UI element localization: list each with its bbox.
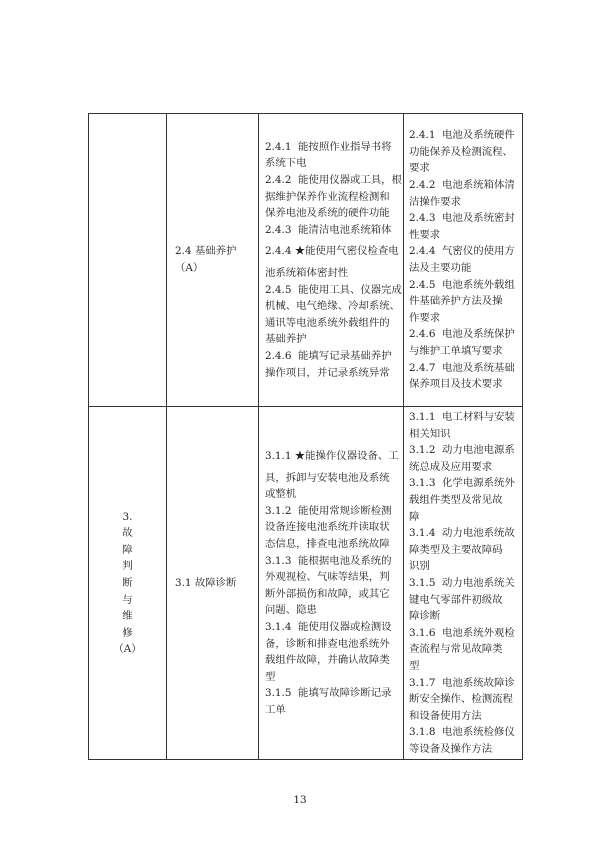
skill-line: 池系统箱体密封性 (265, 267, 349, 279)
knowledge-line: 件基础养护方法及操 (409, 295, 503, 308)
skill-line: 3.1.4 能使用仪器或检测设 (265, 620, 392, 633)
knowledge-line: 等设备及操作方法 (409, 742, 493, 755)
skill-line: 3.1.5 能填写故障诊断记录 (265, 687, 392, 700)
skill-line: 或整机 (265, 488, 297, 501)
knowledge-cell (404, 407, 523, 760)
skills-cell (259, 407, 404, 760)
knowledge-line: 功能保养及检测流程、 (409, 145, 513, 158)
module-cell (89, 114, 167, 407)
knowledge-line: 障类型及主要故障码 (409, 543, 503, 556)
knowledge-line: 洁操作要求 (409, 195, 461, 208)
knowledge-cell (404, 114, 523, 407)
skill-line: 问题、隐患 (265, 604, 317, 617)
knowledge-line: 3.1.4 动力电池系统故 (409, 527, 515, 540)
module-char: 障 (122, 543, 133, 556)
knowledge-line: 查流程与常见故障类 (409, 643, 503, 656)
module-label (89, 509, 166, 658)
knowledge-line: 3.1.6 电池系统外观检 (409, 626, 515, 639)
module-char: 与 (122, 593, 133, 606)
skills-cell (259, 114, 404, 407)
page-number: 13 (293, 794, 307, 806)
skill-line: 工单 (265, 703, 286, 716)
knowledge-line: 与维护工单填写要求 (409, 344, 503, 357)
knowledge-line: 3.1.7 电池系统故障诊 (409, 676, 515, 689)
knowledge-line: 载组件类型及常见故 (409, 493, 503, 506)
knowledge-line: 3.1.3 化学电源系统外 (409, 477, 515, 490)
competency-table (88, 113, 523, 760)
skill-line: 通讯等电池系统外载组件的 (265, 316, 390, 329)
knowledge-list (409, 125, 518, 395)
knowledge-line: 2.4.6 电池及系统保护 (409, 328, 515, 341)
knowledge-line: 作要求 (409, 311, 441, 324)
skill-line: 外观视检、气味等结果，判 (265, 571, 390, 584)
module-char: 3. (122, 510, 133, 523)
skill-line: 载组件故障，并确认故障类 (265, 654, 390, 667)
knowledge-line: 型 (409, 659, 420, 672)
module-char: （A） (113, 643, 142, 656)
skill-line: 2.4.4 ★能使用气密仪检查电 (265, 245, 399, 258)
skill-line: 具，拆卸与安装电池及系统 (265, 471, 390, 484)
skill-line: 2.4.6 能填写记录基础养护 (265, 349, 392, 362)
knowledge-line: 障诊断 (409, 610, 441, 623)
module-char: 维 (122, 610, 133, 623)
knowledge-line: 统总成及应用要求 (409, 460, 493, 473)
knowledge-list (409, 407, 518, 759)
knowledge-line: 3.1.1 电工材料与安装 (409, 411, 515, 423)
item-cell (167, 407, 259, 760)
skill-line: 设备连接电池系统并读取状 (265, 521, 390, 534)
knowledge-line: 相关知识 (409, 427, 451, 440)
skill-line: 2.4.3 能清洁电池系统箱体 (265, 223, 392, 236)
item-label: 3.1 故障诊断 (175, 576, 237, 589)
module-char: 判 (122, 560, 133, 573)
skill-line: 基础养护 (265, 333, 307, 346)
skill-line: 3.1.2 能使用常规诊断检测 (265, 504, 392, 517)
skill-line: 2.4.1 能按照作业指导书将 (265, 140, 392, 153)
knowledge-line: 3.1.8 电池系统检修仪 (409, 726, 515, 739)
skill-line: 保养电池及系统的硬件功能 (265, 207, 390, 220)
knowledge-line: 要求 (409, 162, 430, 175)
knowledge-line: 2.4.7 电池及系统基础 (409, 361, 515, 374)
skill-line: 3.1.3 能根据电池及系统的 (265, 554, 392, 567)
skill-line: 态信息，排查电池系统故障 (265, 537, 390, 550)
table-row (89, 407, 523, 760)
skill-line: 型 (265, 670, 276, 683)
skill-line: 机械、电气绝缘、冷却系统、 (265, 300, 401, 313)
knowledge-line: 保养项目及技术要求 (409, 378, 503, 391)
knowledge-line: 键电气零部件初级故 (409, 593, 503, 606)
knowledge-line: 3.1.5 动力电池系统关 (409, 576, 515, 589)
skill-line: 系统下电 (265, 157, 307, 170)
skill-line: 操作项目，并记录系统异常 (265, 366, 390, 379)
skill-line: 备，诊断和排查电池系统外 (265, 637, 390, 650)
module-char: 故 (122, 527, 133, 540)
skill-line: 2.4.2 能使用仪器或工具，根 (265, 174, 402, 187)
skill-line: 2.4.5 能使用工具、仪器完成 (265, 283, 402, 296)
knowledge-line: 2.4.3 电池及系统密封 (409, 212, 515, 225)
skill-line: 据维护保养作业流程检测和 (265, 190, 390, 203)
skill-line: 断外部损伤和故障，或其它 (265, 587, 390, 600)
module-char: 断 (122, 576, 133, 589)
knowledge-line: 3.1.2 动力电池电源系 (409, 444, 515, 457)
item-cell (167, 114, 259, 407)
table-row (89, 114, 523, 407)
module-cell (89, 407, 167, 760)
skills-list (265, 446, 400, 721)
knowledge-line: 2.4.2 电池系统箱体清 (409, 179, 515, 192)
knowledge-line: 2.4.4 气密仪的使用方 (409, 245, 515, 258)
knowledge-line: 和设备使用方法 (409, 709, 482, 722)
module-char: 修 (122, 626, 133, 639)
knowledge-line: 性要求 (409, 228, 441, 241)
knowledge-line: 2.4.1 电池及系统硬件 (409, 129, 515, 142)
skills-list (265, 137, 400, 383)
item-label: 2.4 基础养护（A） (175, 245, 237, 274)
knowledge-line: 断安全操作、检测流程 (409, 693, 513, 706)
knowledge-line: 2.4.5 电池系统外载组 (409, 278, 515, 291)
knowledge-line: 障 (409, 510, 420, 523)
knowledge-line: 法及主要功能 (409, 262, 472, 274)
knowledge-line: 识别 (409, 560, 430, 573)
skill-line: 3.1.1 ★能操作仪器设备、工 (265, 449, 399, 462)
